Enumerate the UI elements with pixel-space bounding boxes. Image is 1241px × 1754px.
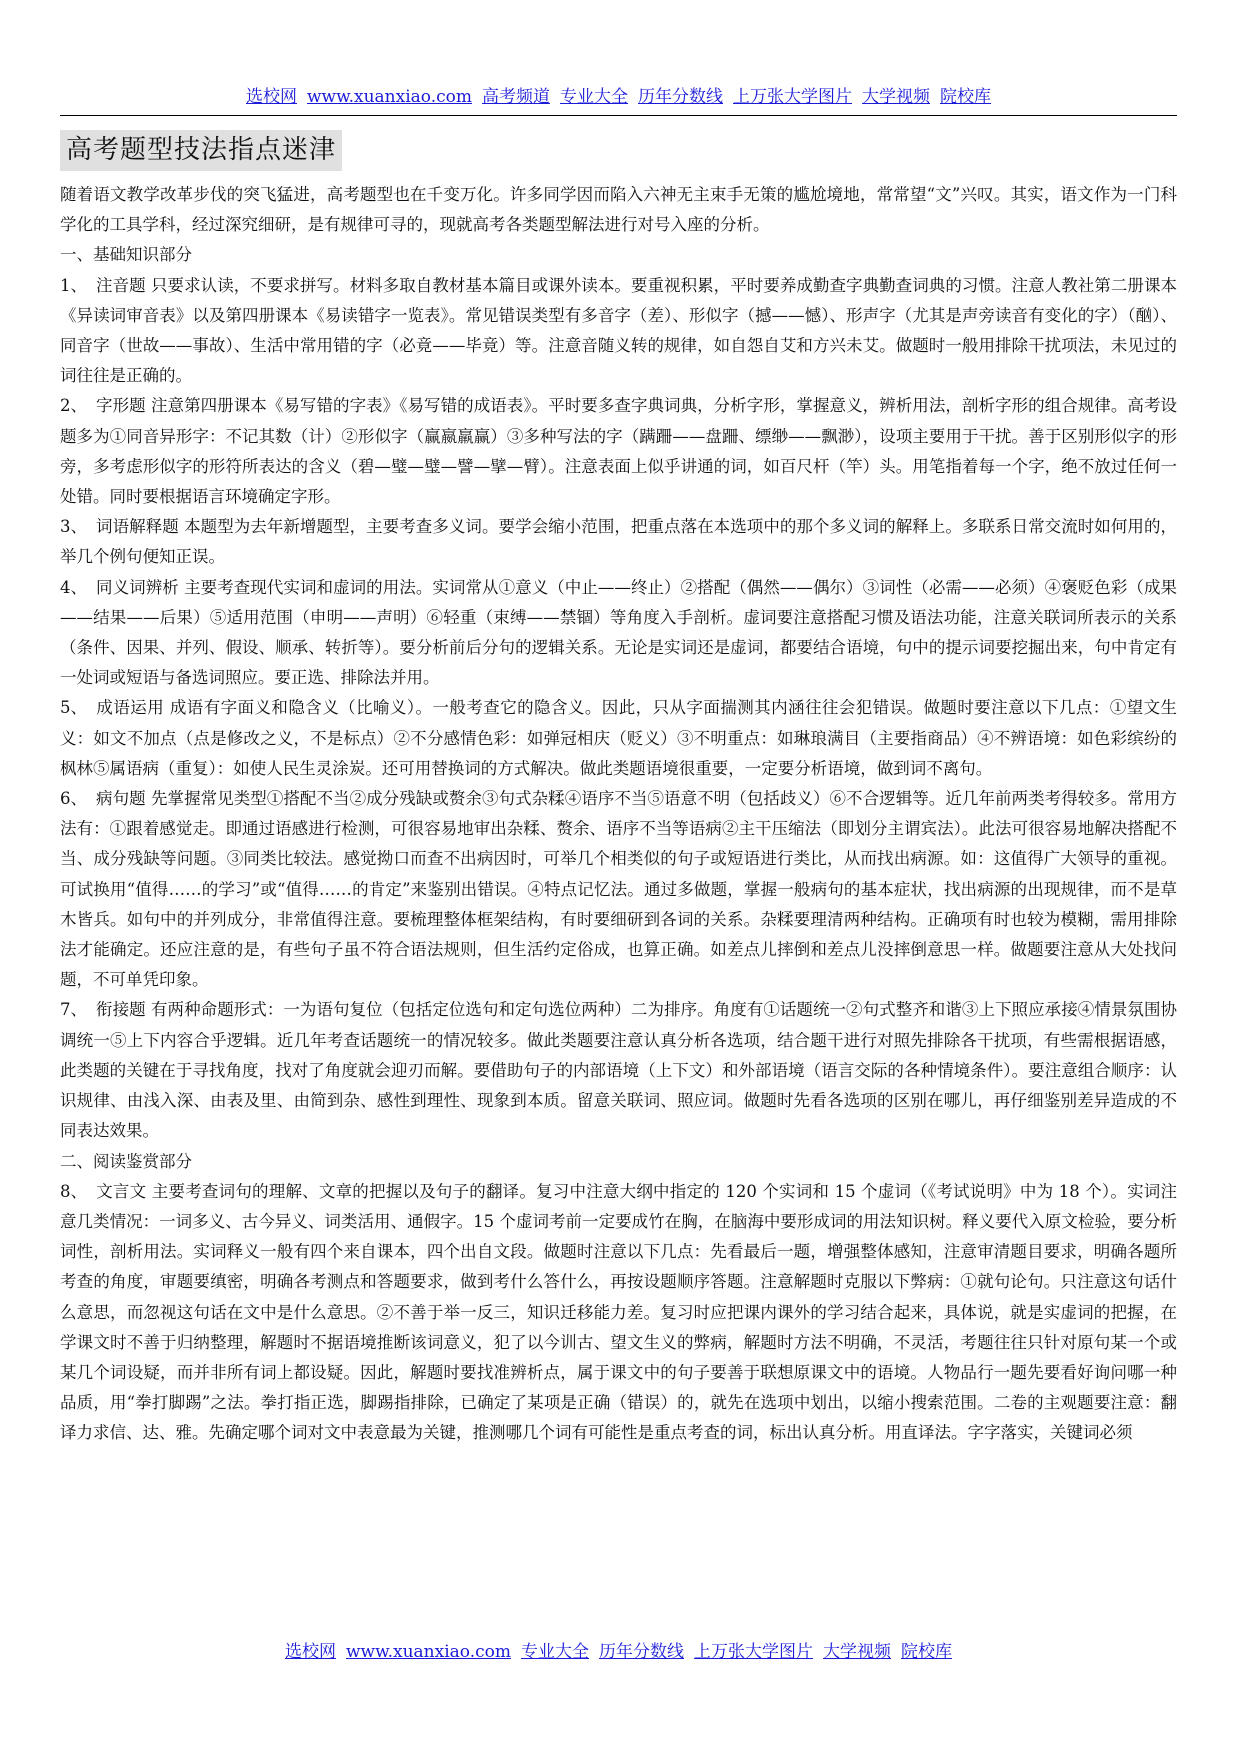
item-text: 字形题 注意第四册课本《易写错的字表》《易写错的成语表》。平时要多查字典词典，分析字形，掌握意义，辨析用法，剖析字形的组合规律。高考设题多为①同音异形字：不记其数（计）②形似字（赢嬴羸赢）③多种写法的字（蹒跚——盘跚、缥缈——飘渺），设项主要用于干扰。善于区别形似字的形旁，多考虑形似字的形符所表达的含义（碧—璧—璧—譬—擘—臂）。注意表面上似乎讲通的词，如百尺杆（竿）头。用笔指着每一个字，绝不放过任何一处错。同时要根据语言环境确定字形。 [60,396,1177,507]
header-link-videos[interactable]: 大学视频 [862,87,931,107]
footer-link-scores[interactable]: 历年分数线 [599,1642,685,1662]
item-text: 文言文 主要考查词句的理解、文章的把握以及句子的翻译。复习中注意大纲中指定的 120 个实词和 15 个虚词（《考试说明》中为 18 个）。实词注意几类情况：一词多义、古今异义、词类活用、通假字。15 个虚词考前一定要成竹在胸，在脑海中要形成词的用法知识树。释义要代入原文检验，要分析词性，剖析用法。实词释义一般有四个来自课本，四个出自文段。做题时注意以下几点：先看最后一题，增强整体感知，注意审清题目要求，明确各题所考查的角度，审题要缜密，明确各考测点和答题要求，做到考什么答什么，再按设题顺序答题。注意解题时克服以下弊病：①就句论句。只注意这句话什么意思，而忽视这句话在文中是什么意思。②不善于举一反三，知识迁移能力差。复习时应把课内课外的学习结合起来，具体说，就是实虚词的把握，在学课文时不善于归纳整理，解题时不据语境推断该词意义，犯了以今训古、望文生义的弊病，解题时方法不明确，不灵活，考题往往只针对原句某一个或某几个词设疑，而并非所有词上都设疑。因此，解题时要找准辨析点，属于课文中的句子要善于联想原课文中的语境。人物品行一题先要看好询问哪一种品质，用“拳打脚踢”之法。拳打指正选，脚踢指排除，已确定了某项是正确（错误）的，就先在选项中划出，以缩小搜索范围。二卷的主观题要注意：翻译力求信、达、雅。先确定哪个词对文中表意最为关键，推测哪几个词有可能性是重点考查的词，标出认真分析。用直译法。字字落实，关键词必须 [60,1181,1177,1443]
item-number: 5、 [60,698,87,718]
header-link-photos[interactable]: 上万张大学图片 [733,87,853,107]
footer-link-videos[interactable]: 大学视频 [823,1642,892,1662]
item-number: 4、 [60,577,87,597]
item-number: 2、 [60,396,87,416]
footer-link-url[interactable]: www.xuanxiao.com [345,1642,512,1662]
item-number: 7、 [60,1000,87,1020]
item-number: 6、 [60,789,87,809]
item-number: 8、 [60,1181,87,1201]
list-item [60,784,1177,995]
list-item [60,271,1177,392]
header-link-xuanxiao[interactable]: 选校网 [245,87,297,107]
item-number: 1、 [60,275,87,295]
list-item [60,512,1177,572]
document-body [60,180,1177,1449]
header-link-gaokao[interactable]: 高考频道 [482,87,551,107]
list-item [60,573,1177,694]
header-divider [60,115,1177,116]
item-text: 成语运用 成语有字面义和隐含义（比喻义）。一般考查它的隐含义。因此，只从字面揣测其内涵往往会犯错误。做题时要注意以下几点：①望文生义：如文不加点（点是修改之义，不是标点）②不分感情色彩：如弹冠相庆（贬义）③不明重点：如琳琅满目（主要指商品）④不辨语境：如色彩缤纷的枫林⑤属语病（重复）：如使人民生灵涂炭。还可用替换词的方式解决。做此类题语境很重要，一定要分析语境，做到词不离句。 [60,698,1177,778]
header-link-scores[interactable]: 历年分数线 [638,87,724,107]
section-heading-basics: 一、基础知识部分 [60,245,192,265]
intro-paragraph: 随着语文教学改革步伐的突飞猛进，高考题型也在千变万化。许多同学因而陷入六神无主束手无策的尴尬境地，常常望“文”兴叹。其实，语文作为一门科学化的工具学科，经过深究细研，是有规律可寻的，现就高考各类题型解法进行对号入座的分析。 [60,185,1177,235]
section-heading-reading: 二、阅读鉴赏部分 [60,1151,192,1171]
list-item [60,693,1177,784]
footer-link-schools[interactable]: 院校库 [901,1642,953,1662]
list-item [60,995,1177,1146]
list-item [60,1177,1177,1449]
footer-link-majors[interactable]: 专业大全 [521,1642,590,1662]
footer-link-photos[interactable]: 上万张大学图片 [694,1642,814,1662]
header-link-majors[interactable]: 专业大全 [560,87,629,107]
header-link-url[interactable]: www.xuanxiao.com [306,87,473,107]
page-title: 高考题型技法指点迷津 [60,130,342,171]
item-text: 衔接题 有两种命题形式：一为语句复位（包括定位选句和定句选位两种）二为排序。角度有①话题统一②句式整齐和谐③上下照应承接④情景氛围协调统一⑤上下内容合乎逻辑。近几年考查话题统一的情况较多。做此类题要注意认真分析各选项，结合题干进行对照先排除各干扰项，有些需根据语感，此类题的关键在于寻找角度，找对了角度就会迎刃而解。要借助句子的内部语境（上下文）和外部语境（语言交际的各种情境条件）。要注意组合顺序：认识规律、由浅入深、由表及里、由简到杂、感性到理性、现象到本质。留意关联词、照应词。做题时先看各选项的区别在哪儿，再仔细鉴别差异造成的不同表达效果。 [60,1000,1177,1141]
item-text: 同义词辨析 主要考查现代实词和虚词的用法。实词常从①意义（中止——终止）②搭配（偶然——偶尔）③词性（必需——必须）④褒贬色彩（成果——结果——后果）⑤适用范围（申明——声明）⑥轻重（束缚——禁锢）等角度入手剖析。虚词要注意搭配习惯及语法功能，注意关联词所表示的关系（条件、因果、并列、假设、顺承、转折等）。要分析前后分句的逻辑关系。无论是实词还是虚词，都要结合语境，句中的提示词要挖掘出来，句中肯定有一处词或短语与备选词照应。要正选、排除法并用。 [60,577,1177,688]
header-link-schools[interactable]: 院校库 [940,87,992,107]
item-number: 3、 [60,517,87,537]
header-nav [60,86,1177,108]
item-text: 词语解释题 本题型为去年新增题型，主要考查多义词。要学会缩小范围，把重点落在本选项中的那个多义词的解释上。多联系日常交流时如何用的，举几个例句便知正误。 [60,517,1177,567]
footer-link-xuanxiao[interactable]: 选校网 [284,1642,336,1662]
item-text: 注音题 只要求认读，不要求拼写。材料多取自教材基本篇目或课外读本。要重视积累，平时要养成勤查字典勤查词典的习惯。注意人教社第二册课本《异读词审音表》以及第四册课本《易读错字一览表》。常见错误类型有多音字（差）、形似字（撼——憾）、形声字（尤其是声旁读音有变化的字）（酗）、同音字（世故——事故）、生活中常用错的字（必竟——毕竟）等。注意音随义转的规律，如自怨自艾和方兴未艾。做题时一般用排除干扰项法，未见过的词往往是正确的。 [60,275,1177,386]
item-text: 病句题 先掌握常见类型①搭配不当②成分残缺或赘余③句式杂糅④语序不当⑤语意不明（包括歧义）⑥不合逻辑等。近几年前两类考得较多。常用方法有：①跟着感觉走。即通过语感进行检测，可很容易地审出杂糅、赘余、语序不当等语病②主干压缩法（即划分主谓宾法）。此法可很容易地解决搭配不当、成分残缺等问题。③同类比较法。感觉拗口而查不出病因时，可举几个相类似的句子或短语进行类比，从而找出病源。如：这值得广大领导的重视。可试换用“值得……的学习”或“值得……的肯定”来鉴别出错误。④特点记忆法。通过多做题，掌握一般病句的基本症状，找出病源的出现规律，而不是草木皆兵。如句中的并列成分，非常值得注意。要梳理整体框架结构，有时要细研到各词的关系。杂糅要理清两种结构。正确项有时也较为模糊，需用排除法才能确定。还应注意的是，有些句子虽不符合语法规则，但生活约定俗成，也算正确。如差点儿摔倒和差点儿没摔倒意思一样。做题要注意从大处找问题，不可单凭印象。 [60,789,1177,990]
footer-nav [60,1641,1177,1663]
list-item [60,391,1177,512]
